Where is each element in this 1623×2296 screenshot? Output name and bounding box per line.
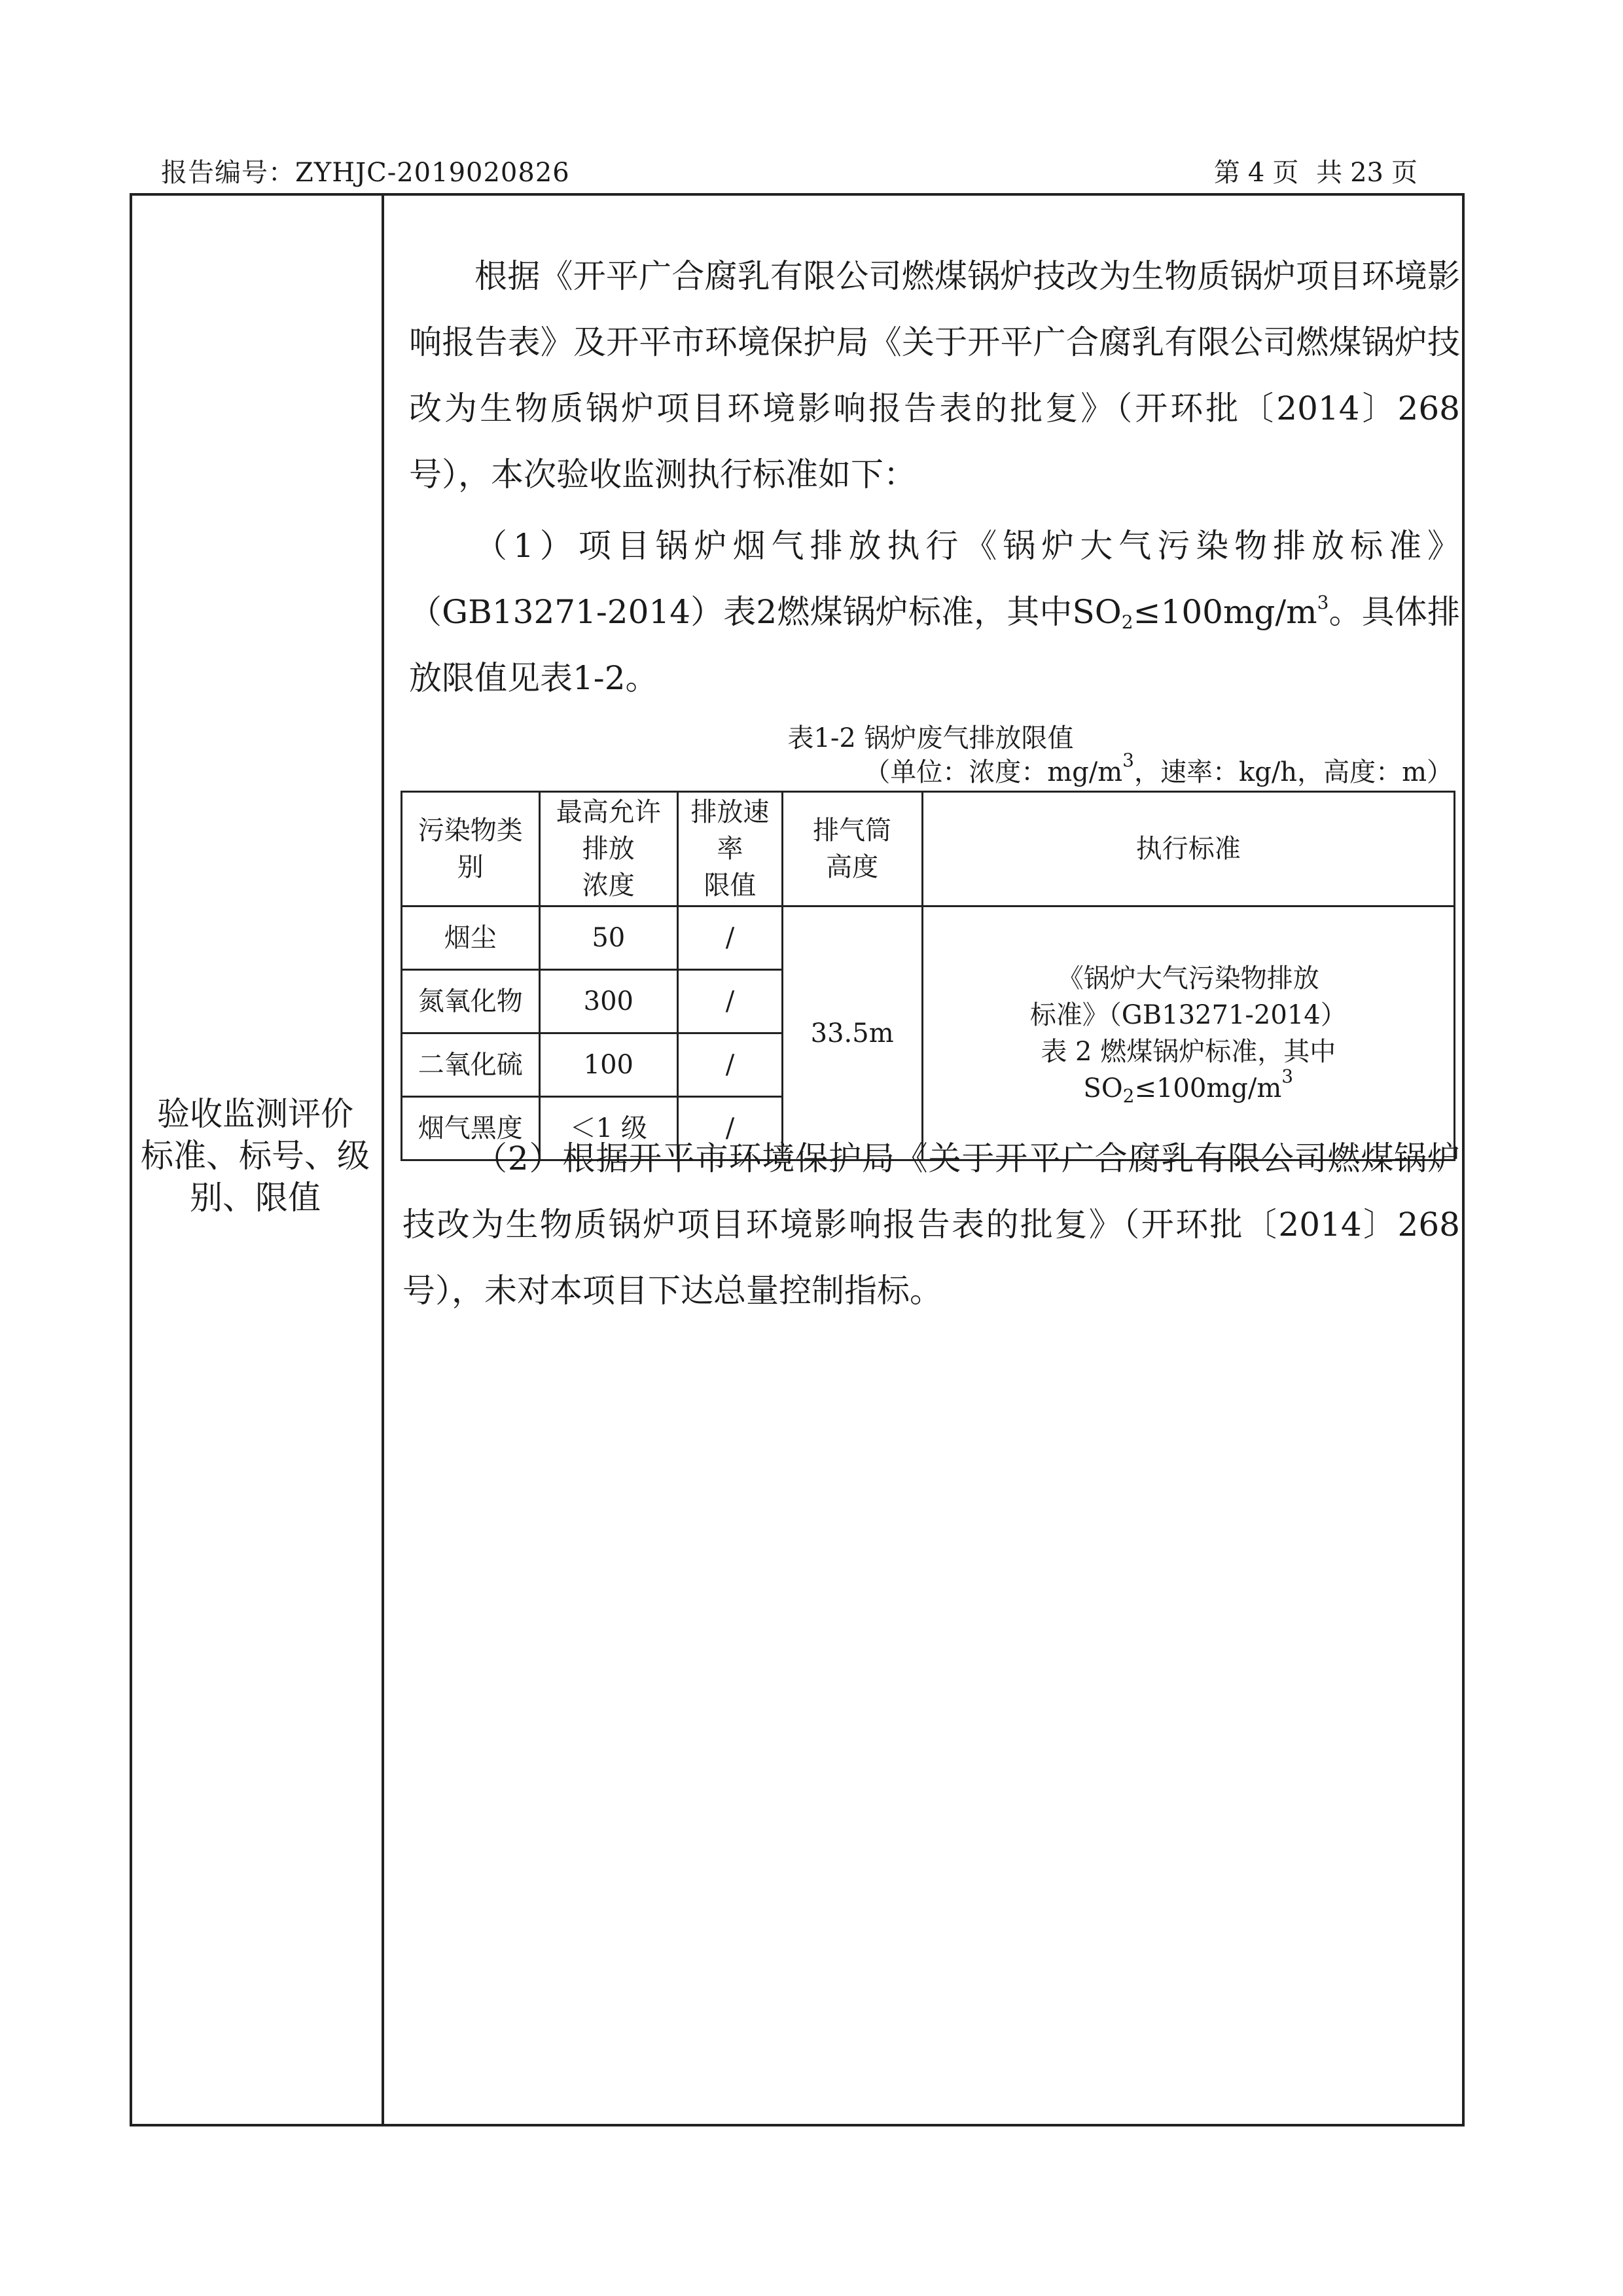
section-label-line3: 别、限值 bbox=[190, 1179, 321, 1217]
cell-concentration: ＜1 级 bbox=[539, 1097, 678, 1160]
section-label bbox=[137, 1093, 373, 1219]
column-divider bbox=[382, 193, 384, 2126]
p2-text-b: ≤100mg/m bbox=[1133, 593, 1317, 631]
p2-subscript: 2 bbox=[1121, 611, 1133, 633]
p2-superscript: 3 bbox=[1317, 592, 1329, 613]
cell-standard: 《锅炉大气污染物排放 标准》（GB13271-2014） 表 2 燃煤锅炉标准，其中 $SO_2\le 100mg/m^3$ bbox=[922, 906, 1454, 1160]
cell-rate: / bbox=[678, 1033, 783, 1097]
table-header-row bbox=[402, 792, 1455, 906]
table-unit-a: （单位：浓度：mg/m bbox=[864, 757, 1123, 787]
cell-pollutant: 二氧化硫 bbox=[402, 1033, 540, 1097]
cell-pollutant: 烟尘 bbox=[402, 906, 540, 970]
paragraph-total-control: （2）根据开平市环境保护局《关于开平广合腐乳有限公司燃煤锅炉技改为生物质锅炉项目环境影响报告表的批复》（开环批〔2014〕268号），未对本项目下达总量控制指标。 bbox=[402, 1139, 1460, 1310]
section-label-line1: 验收监测评价 bbox=[157, 1095, 353, 1133]
page-total: 23 bbox=[1350, 158, 1383, 188]
header-standard: 执行标准 bbox=[922, 792, 1454, 906]
page-label-post: 页 bbox=[1391, 158, 1418, 188]
page-number: 4 bbox=[1247, 158, 1265, 188]
header-stack-height: 排气筒 高度 bbox=[782, 792, 922, 906]
header-rate: 排放速率 限值 bbox=[678, 792, 783, 906]
cell-concentration: 300 bbox=[539, 970, 678, 1033]
cell-pollutant: 氮氧化物 bbox=[402, 970, 540, 1033]
cell-pollutant: 烟气黑度 bbox=[402, 1097, 540, 1160]
cell-stack-height: 33.5m bbox=[782, 906, 922, 1160]
page-label-pre: 第 bbox=[1213, 158, 1240, 188]
p2-text-c: 。具体排放限值见表1-2。 bbox=[409, 593, 1460, 697]
emission-limit-table bbox=[401, 791, 1455, 1161]
page-indicator bbox=[1210, 152, 1421, 189]
cell-rate: / bbox=[678, 906, 783, 970]
cell-concentration: 50 bbox=[539, 906, 678, 970]
header-pollutant: 污染物类别 bbox=[402, 792, 540, 906]
table-unit-b: ，速率：kg/h，高度：m） bbox=[1133, 757, 1453, 787]
header-concentration: 最高允许排放 浓度 bbox=[539, 792, 678, 906]
cell-rate: / bbox=[678, 1097, 783, 1160]
table-title: 表1-2 锅炉废气排放限值 bbox=[787, 723, 1074, 753]
paragraph-intro: 根据《开平广合腐乳有限公司燃煤锅炉技改为生物质锅炉项目环境影响报告表》及开平市环境保护局《关于开平广合腐乳有限公司燃煤锅炉技改为生物质锅炉项目环境影响报告表的批复》（开环批〔2014〕268号），本次验收监测执行标准如下： bbox=[409, 257, 1460, 493]
table-row bbox=[402, 906, 1455, 970]
cell-rate: / bbox=[678, 970, 783, 1033]
section-label-line2: 标准、标号、级 bbox=[141, 1137, 370, 1175]
paragraph-boiler-standard bbox=[409, 513, 1460, 711]
p2-text-a: （1）项目锅炉烟气排放执行《锅炉大气污染物排放标准》（GB13271-2014）表2燃煤锅炉标准，其中SO bbox=[409, 527, 1460, 631]
table-unit-sup: 3 bbox=[1122, 749, 1134, 771]
page-label-mid: 页 共 bbox=[1272, 158, 1343, 188]
table-unit bbox=[864, 751, 1453, 789]
report-number: 报告编号：ZYHJC-2019020826 bbox=[161, 158, 570, 188]
cell-concentration: 100 bbox=[539, 1033, 678, 1097]
